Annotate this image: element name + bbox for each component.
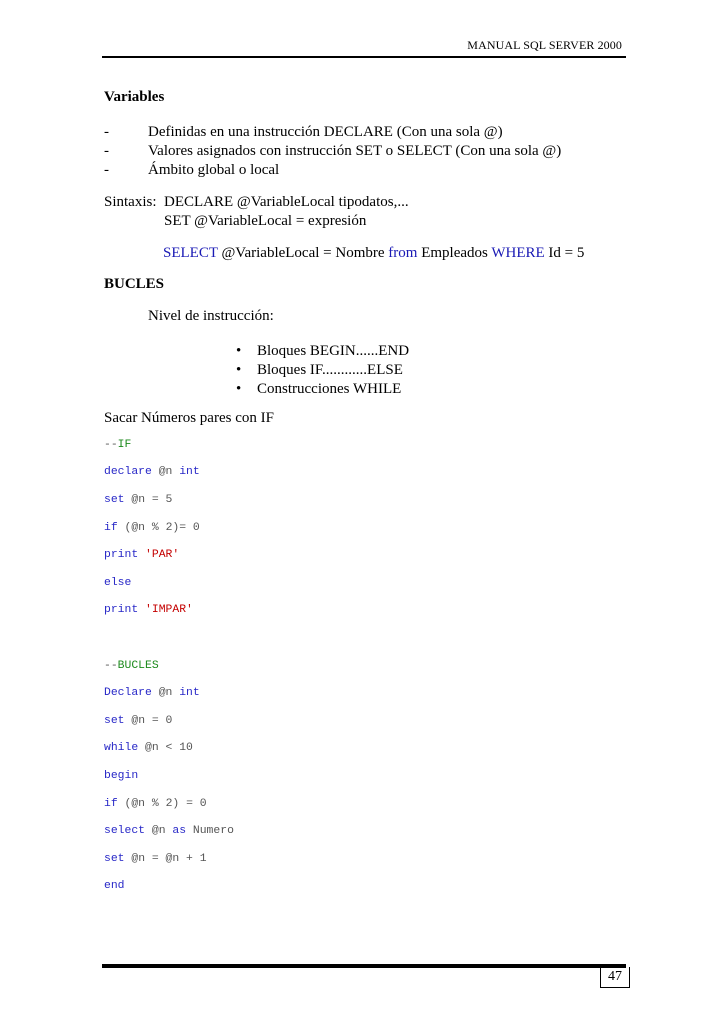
syntax-declare-line: DECLARE @VariableLocal tipodatos,...	[164, 194, 409, 210]
bullet-icon: •	[236, 381, 242, 397]
bucles-intro: Nivel de instrucción:	[148, 308, 274, 324]
from-keyword: from	[388, 245, 418, 261]
bucles-heading: BUCLES	[104, 276, 165, 292]
select-assignment: @VariableLocal = Nombre	[221, 245, 385, 261]
code-line-while: while @n < 10	[104, 742, 193, 755]
code-line-set: set @n = 5	[104, 493, 173, 506]
code-line-set-2: set @n = 0	[104, 714, 173, 727]
variables-item-3: Ámbito global o local	[148, 162, 280, 178]
running-header: MANUAL SQL SERVER 2000	[467, 38, 622, 52]
where-keyword: WHERE	[491, 245, 545, 261]
syntax-select-line	[163, 243, 584, 263]
syntax-label: Sintaxis:	[104, 194, 157, 210]
code-line-else: else	[104, 576, 132, 589]
code-line-if: if (@n % 2)= 0	[104, 521, 200, 534]
code-line-declare-2: Declare @n int	[104, 687, 200, 700]
where-condition: Id = 5	[548, 245, 585, 261]
code-line-if-2: if (@n % 2) = 0	[104, 797, 207, 810]
code-line-begin: begin	[104, 769, 139, 782]
variables-dash-1: -	[104, 124, 109, 140]
table-name: Empleados	[421, 245, 488, 261]
code-line-if-comment: --IF	[104, 438, 132, 451]
code-line-select: select @n as Numero	[104, 825, 234, 838]
syntax-set-line: SET @VariableLocal = expresión	[164, 213, 367, 229]
bullet-item-2: • Bloques IF............ELSE	[236, 362, 403, 378]
bullet-item-3: • Construcciones WHILE	[236, 381, 402, 397]
variables-heading: Variables	[104, 89, 165, 105]
bullet-icon: •	[236, 362, 242, 378]
bullet-icon: •	[236, 343, 242, 359]
footer-rule	[102, 964, 626, 968]
code-line-print-impar: print 'IMPAR'	[104, 604, 193, 617]
code-line-print-par: print 'PAR'	[104, 549, 180, 562]
code-block	[104, 425, 234, 922]
variables-item-2: Valores asignados con instrucción SET o SELECT (Con una sola @)	[148, 143, 562, 159]
code-line-set-inc: set @n = @n + 1	[104, 852, 207, 865]
variables-dash-3: -	[104, 162, 109, 178]
code-line-bucles-comment: --BUCLES	[104, 659, 159, 672]
example-title: Sacar Números pares con IF	[104, 410, 274, 426]
code-blank-line	[104, 632, 234, 646]
variables-item-1: Definidas en una instrucción DECLARE (Con una sola @)	[148, 124, 503, 140]
header-rule	[102, 56, 626, 58]
select-keyword: SELECT	[163, 245, 218, 261]
variables-dash-2: -	[104, 143, 109, 159]
bullet-item-1: • Bloques BEGIN......END	[236, 343, 410, 359]
code-line-end: end	[104, 880, 125, 893]
code-line-declare: declare @n int	[104, 466, 200, 479]
page-number: 47	[600, 967, 630, 988]
